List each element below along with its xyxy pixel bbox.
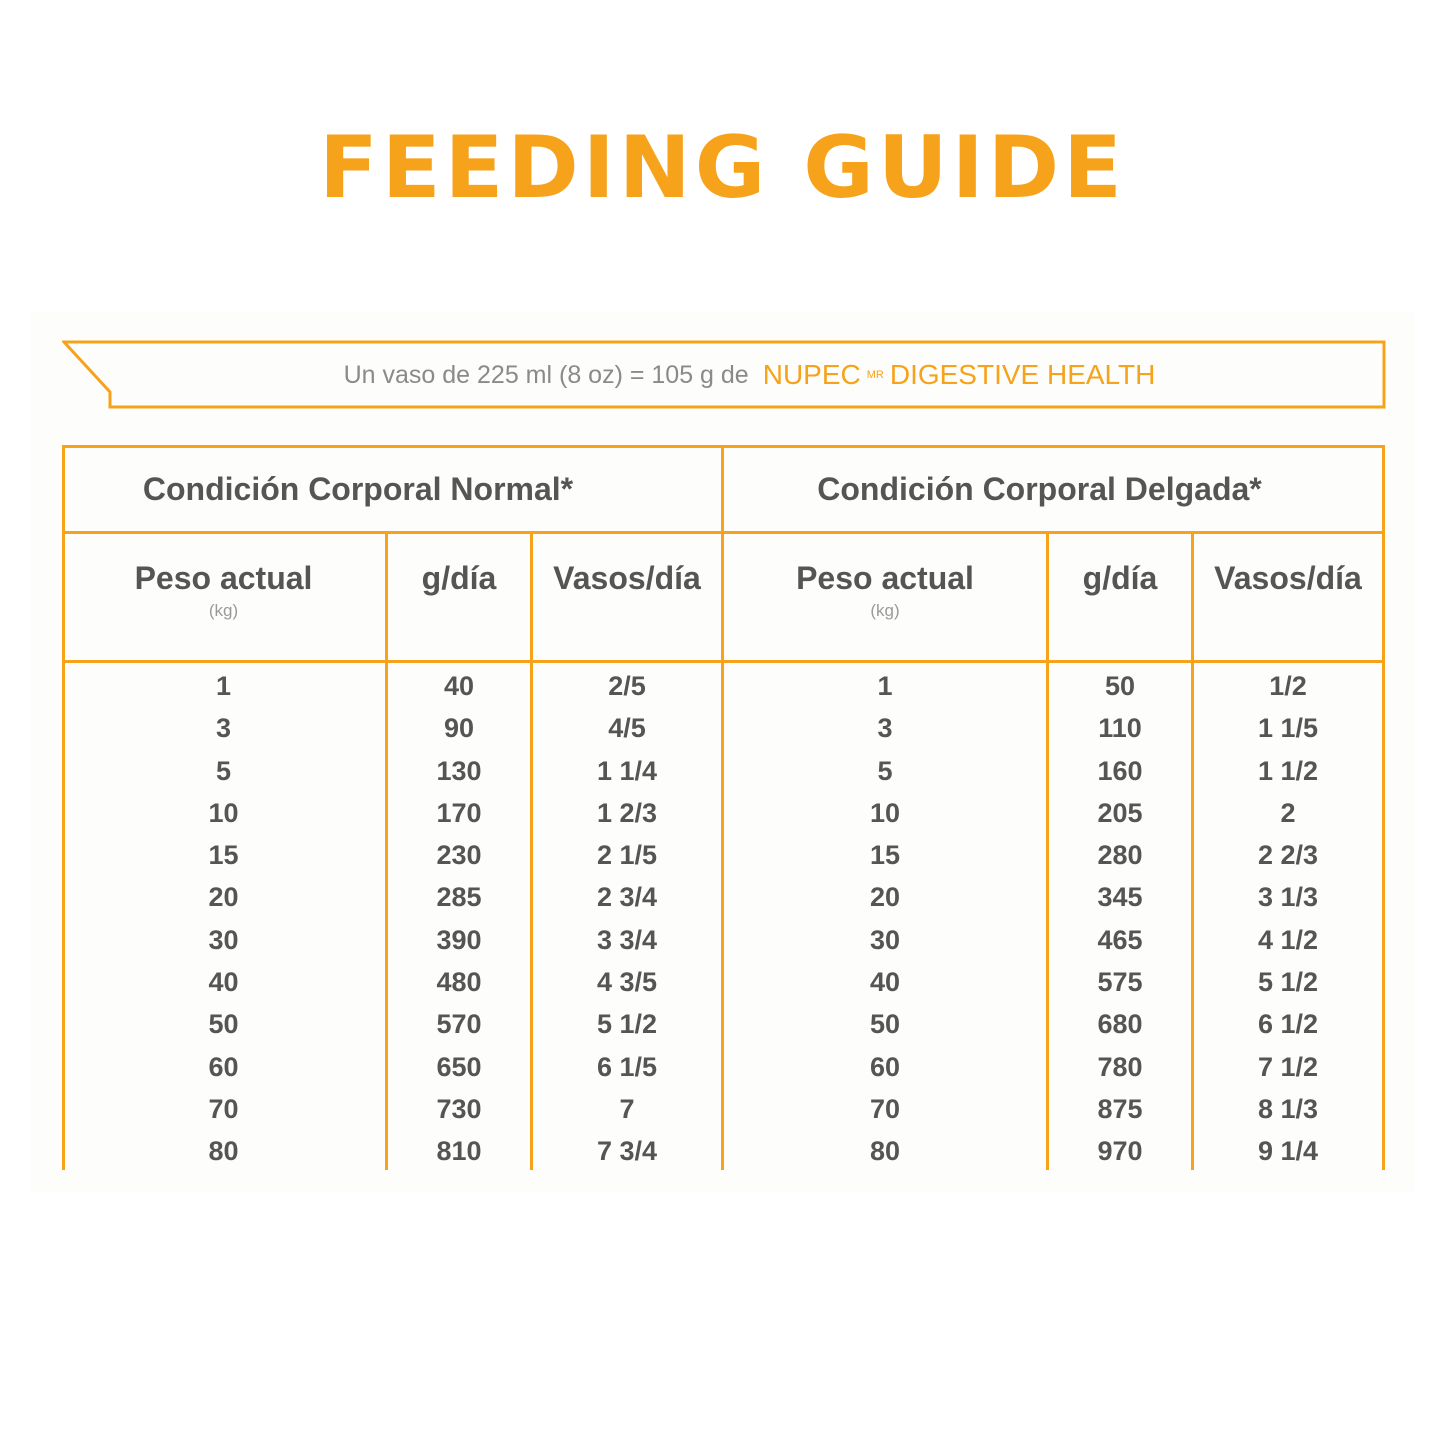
thin-grams-column bbox=[1049, 665, 1191, 1173]
table-cell: 5 1/2 bbox=[1257, 967, 1319, 998]
column-header-cups: Vasos/día bbox=[553, 560, 701, 596]
table-cell: 780 bbox=[1097, 1051, 1143, 1082]
table-cell: 230 bbox=[436, 840, 482, 871]
table-cell: 2 3/4 bbox=[596, 882, 658, 913]
weight-label: Peso actual bbox=[134, 560, 313, 596]
table-cell: 70 bbox=[869, 1093, 901, 1124]
table-cell: 130 bbox=[436, 755, 482, 786]
table-cell: 1 1/2 bbox=[1257, 755, 1319, 786]
table-cell: 60 bbox=[208, 1051, 239, 1082]
normal-weight-column bbox=[62, 665, 385, 1173]
table-cell: 5 1/2 bbox=[596, 1009, 658, 1040]
serving-banner bbox=[62, 340, 1387, 410]
thin-group-heading: Condición Corporal Delgada* bbox=[817, 470, 1262, 507]
table-cell: 90 bbox=[443, 713, 475, 744]
table-cell: 70 bbox=[208, 1093, 239, 1124]
table-cell: 1 bbox=[215, 671, 232, 701]
table-cell: 10 bbox=[869, 797, 901, 828]
table-cell: 40 bbox=[869, 967, 901, 998]
table-cell: 20 bbox=[208, 882, 239, 913]
table-cell: 480 bbox=[436, 967, 482, 998]
table-cell: 1 1/4 bbox=[596, 755, 658, 786]
column-header-grams: g/día bbox=[421, 560, 497, 596]
column-header-weight bbox=[62, 534, 385, 621]
table-cell: 15 bbox=[869, 840, 901, 871]
table-cell: 7 3/4 bbox=[596, 1136, 658, 1167]
brand-trademark: MR bbox=[866, 369, 884, 381]
table-cell: 80 bbox=[208, 1136, 239, 1167]
table-cell: 6 1/5 bbox=[596, 1051, 658, 1082]
table-cell: 1 2/3 bbox=[596, 797, 658, 828]
table-cell: 40 bbox=[443, 671, 475, 701]
table-cell: 970 bbox=[1097, 1136, 1143, 1167]
column-header-grams: g/día bbox=[1082, 560, 1158, 596]
table-cell: 875 bbox=[1097, 1093, 1143, 1124]
table-cell: 6 1/2 bbox=[1257, 1009, 1319, 1040]
table-cell: 730 bbox=[436, 1093, 482, 1124]
table-cell: 810 bbox=[436, 1136, 482, 1167]
table-cell: 5 bbox=[877, 755, 893, 786]
weight-unit: (kg) bbox=[208, 601, 239, 620]
table-cell: 110 bbox=[1098, 713, 1142, 744]
thin-weight-column bbox=[724, 665, 1046, 1173]
table-cell: 390 bbox=[436, 924, 482, 955]
table-cell: 3 1/3 bbox=[1257, 882, 1319, 913]
thin-cups-column bbox=[1194, 665, 1382, 1173]
table-cell: 160 bbox=[1097, 755, 1143, 786]
table-cell: 4 1/2 bbox=[1257, 924, 1319, 955]
table-cell: 50 bbox=[869, 1009, 901, 1040]
column-header-weight bbox=[724, 534, 1046, 621]
table-cell: 575 bbox=[1097, 967, 1143, 998]
table-cell: 205 bbox=[1097, 797, 1143, 828]
table-cell: 280 bbox=[1097, 840, 1143, 871]
table-cell: 4/5 bbox=[608, 713, 646, 744]
table-cell: 3 bbox=[215, 713, 232, 744]
table-cell: 170 bbox=[436, 797, 482, 828]
table-cell: 2 bbox=[1280, 797, 1296, 828]
table-cell: 15 bbox=[208, 840, 239, 871]
weight-unit: (kg) bbox=[870, 601, 900, 620]
table-cell: 20 bbox=[869, 882, 901, 913]
table-cell: 570 bbox=[436, 1009, 482, 1040]
table-cell: 1/2 bbox=[1269, 671, 1307, 701]
table-cell: 5 bbox=[215, 755, 232, 786]
table-cell: 1 bbox=[877, 671, 893, 701]
feeding-table bbox=[62, 445, 1385, 1170]
table-cell: 9 1/4 bbox=[1257, 1136, 1319, 1167]
weight-label: Peso actual bbox=[796, 560, 974, 596]
table-cell: 2/5 bbox=[608, 671, 646, 701]
normal-group-heading: Condición Corporal Normal* bbox=[142, 470, 574, 507]
table-cell: 7 bbox=[619, 1093, 635, 1124]
table-cell: 50 bbox=[1104, 671, 1136, 701]
table-cell: 465 bbox=[1097, 924, 1143, 955]
serving-size-text: Un vaso de 225 ml (8 oz) = 105 g de bbox=[343, 360, 749, 389]
table-cell: 10 bbox=[208, 797, 239, 828]
table-cell: 7 1/2 bbox=[1257, 1051, 1319, 1082]
product-name: DIGESTIVE HEALTH bbox=[889, 359, 1156, 390]
table-cell: 345 bbox=[1097, 882, 1143, 913]
table-cell: 40 bbox=[208, 967, 239, 998]
table-cell: 30 bbox=[208, 924, 239, 955]
normal-grams-column bbox=[388, 665, 530, 1173]
table-cell: 30 bbox=[869, 924, 901, 955]
table-cell: 8 1/3 bbox=[1257, 1093, 1319, 1124]
column-header-divider bbox=[62, 660, 1385, 663]
page-title: FEEDING GUIDE bbox=[319, 118, 1126, 218]
table-cell: 50 bbox=[208, 1009, 239, 1040]
normal-cups-column bbox=[533, 665, 721, 1173]
table-cell: 2 2/3 bbox=[1257, 840, 1319, 871]
column-header-cups: Vasos/día bbox=[1214, 560, 1362, 596]
table-cell: 3 bbox=[877, 713, 893, 744]
table-cell: 680 bbox=[1097, 1009, 1143, 1040]
brand-name: NUPEC bbox=[762, 359, 861, 390]
table-cell: 1 1/5 bbox=[1257, 713, 1319, 744]
table-cell: 285 bbox=[436, 882, 482, 913]
table-cell: 650 bbox=[436, 1051, 482, 1082]
table-cell: 80 bbox=[869, 1136, 901, 1167]
table-cell: 2 1/5 bbox=[596, 840, 658, 871]
table-cell: 60 bbox=[869, 1051, 901, 1082]
table-cell: 4 3/5 bbox=[596, 967, 658, 998]
table-cell: 3 3/4 bbox=[596, 924, 658, 955]
